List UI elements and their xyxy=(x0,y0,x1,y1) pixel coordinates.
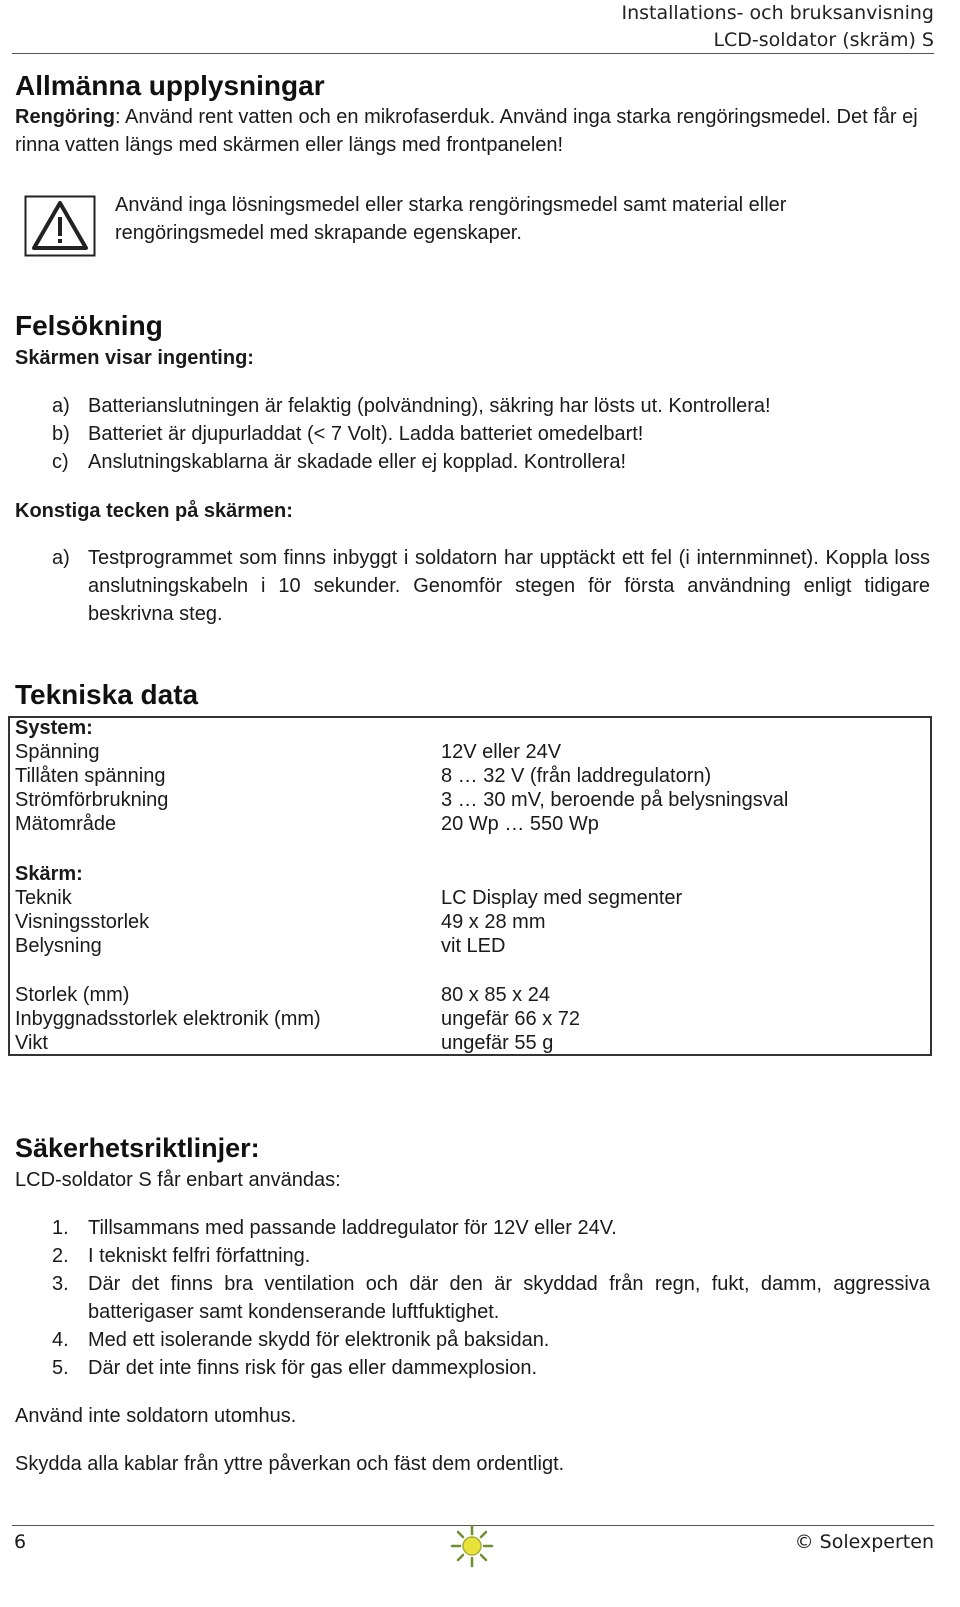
spec-value: ungefär 66 x 72 xyxy=(441,1008,580,1030)
list-item: b) Batteriet är djupurladdat (< 7 Volt). Ladda batteriet omedelbart! xyxy=(52,423,644,445)
header-subtitle: LCD-soldator (skräm) S xyxy=(713,29,934,51)
spec-value: 8 … 32 V (från laddregulatorn) xyxy=(441,765,712,787)
header-title: Installations- och bruksanvisning xyxy=(621,2,934,24)
warning-text: Använd inga lösningsmedel eller starka rengöringsmedel samt material eller rengöringsmedel med skrapande egenskaper. xyxy=(115,194,787,244)
spec-label: Mätområde xyxy=(15,813,117,835)
spec-value: 20 Wp … 550 Wp xyxy=(441,813,599,835)
spec-label: Strömförbrukning xyxy=(15,789,169,811)
spec-value: 49 x 28 mm xyxy=(441,911,546,933)
spec-value: ungefär 55 g xyxy=(441,1032,554,1054)
techdata-heading: Tekniska data xyxy=(15,679,199,710)
system-heading: System: xyxy=(15,717,93,739)
cleaning-paragraph xyxy=(15,103,930,159)
general-heading: Allmänna upplysningar xyxy=(15,70,325,101)
spec-label: Teknik xyxy=(15,887,72,909)
spec-label: Spänning xyxy=(15,741,100,763)
spec-value: vit LED xyxy=(441,935,506,957)
troubleshooting-heading: Felsökning xyxy=(15,310,163,341)
list-item: a) Batterianslutningen är felaktig (polvändning), säkring har lösts ut. Kontrollera! xyxy=(52,395,771,417)
list-item: 3. Där det finns bra ventilation och där den är skyddad från regn, fukt, damm, aggressiva batterigaser samt kondenserande luftfuktighet. xyxy=(52,1273,930,1323)
spec-value: 80 x 85 x 24 xyxy=(441,984,550,1006)
safety-intro: LCD-soldator S får enbart användas: xyxy=(15,1169,341,1191)
copyright: © Solexperten xyxy=(794,1531,934,1553)
spec-label: Tillåten spänning xyxy=(15,765,166,787)
troubleshooting-sub-blank: Skärmen visar ingenting: xyxy=(15,347,254,369)
spec-value: LC Display med segmenter xyxy=(441,887,683,909)
sun-logo-icon xyxy=(450,1524,494,1568)
safety-note-cables: Skydda alla kablar från yttre påverkan och fäst dem ordentligt. xyxy=(15,1453,565,1475)
list-item: 1. Tillsammans med passande laddregulator för 12V eller 24V. xyxy=(52,1217,617,1239)
list-item: 4. Med ett isolerande skydd för elektronik på baksidan. xyxy=(52,1329,550,1351)
warning-icon xyxy=(24,195,96,257)
list-item: a) Testprogrammet som finns inbyggt i soldatorn har upptäckt ett fel (i internminnet). Koppla loss anslutningskabeln i 10 sekunder. Genomför stegen för första användning enligt tidigare beskrivna steg. xyxy=(52,547,930,625)
spec-label: Inbyggnadsstorlek elektronik (mm) xyxy=(15,1008,321,1030)
list-item: 2. I tekniskt felfri författning. xyxy=(52,1245,311,1267)
spec-label: Vikt xyxy=(15,1032,48,1054)
spec-label: Visningsstorlek xyxy=(15,911,150,933)
troubleshooting-sub-strange: Konstiga tecken på skärmen: xyxy=(15,500,293,522)
cleaning-text: : Använd rent vatten och en mikrofaserduk. Använd inga starka rengöringsmedel. Det får ej rinna vatten längs med skärmen eller längs med frontpanelen! xyxy=(15,106,918,156)
safety-note-outdoor: Använd inte soldatorn utomhus. xyxy=(15,1405,297,1427)
screen-heading: Skärm: xyxy=(15,863,83,885)
list-item: 5. Där det inte finns risk för gas eller dammexplosion. xyxy=(52,1357,538,1379)
spec-label: Belysning xyxy=(15,935,102,957)
spec-value: 3 … 30 mV, beroende på belysningsval xyxy=(441,789,789,811)
safety-heading: Säkerhetsriktlinjer: xyxy=(15,1133,260,1163)
cleaning-label: Rengöring xyxy=(15,106,115,128)
spec-label: Storlek (mm) xyxy=(15,984,130,1006)
header-divider xyxy=(12,53,934,54)
spec-value: 12V eller 24V xyxy=(441,741,562,763)
page-number: 6 xyxy=(14,1531,27,1553)
list-item: c) Anslutningskablarna är skadade eller ej kopplad. Kontrollera! xyxy=(52,451,627,473)
